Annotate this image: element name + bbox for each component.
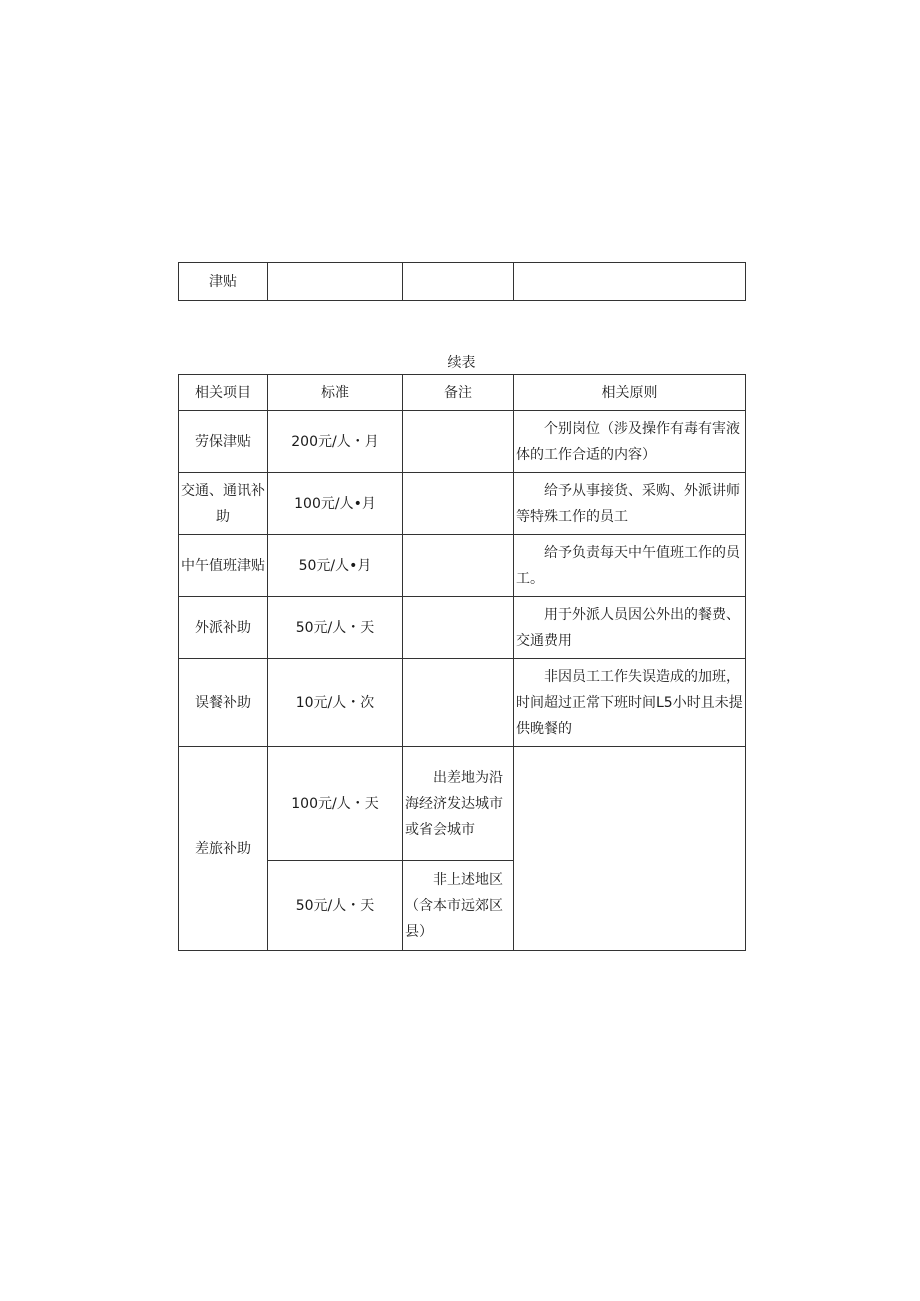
row-item: 劳保津贴 (179, 411, 268, 473)
header-standard: 标准 (268, 375, 403, 411)
table-row (179, 597, 746, 659)
table-row (179, 411, 746, 473)
table-caption: 续表 (447, 355, 476, 371)
row-note (403, 659, 514, 747)
row-principle: 给予负责每天中午值班工作的员工。 (514, 535, 746, 597)
header-note: 备注 (403, 375, 514, 411)
table-cell-standard (268, 263, 403, 301)
table-row (179, 659, 746, 747)
row-standard: 100元/人・天 (268, 747, 403, 861)
header-principle: 相关原则 (514, 375, 746, 411)
row-item: 误餐补助 (179, 659, 268, 747)
table-cell-note (403, 263, 514, 301)
row-standard: 50元/人・天 (268, 861, 403, 951)
row-principle: 非因员工工作失误造成的加班，时间超过正常下班时间L5小时且未提供晚餐的 (514, 659, 746, 747)
row-principle: 个别岗位（涉及操作有毒有害液体的工作合适的内容） (514, 411, 746, 473)
row-standard: 100元/人•月 (268, 473, 403, 535)
table-row (179, 473, 746, 535)
row-principle (514, 747, 746, 951)
header-item: 相关项目 (179, 375, 268, 411)
table-header-row (179, 375, 746, 411)
row-item: 外派补助 (179, 597, 268, 659)
row-note (403, 535, 514, 597)
row-standard: 50元/人・天 (268, 597, 403, 659)
continued-table-top (178, 262, 746, 301)
row-item: 差旅补助 (179, 747, 268, 951)
row-note: 非上述地区（含本市远郊区县） (403, 861, 514, 951)
row-principle: 给予从事接货、采购、外派讲师等特殊工作的员工 (514, 473, 746, 535)
table-row (179, 747, 746, 861)
table-row (179, 535, 746, 597)
table-row (179, 263, 746, 301)
row-standard: 50元/人•月 (268, 535, 403, 597)
row-standard: 200元/人・月 (268, 411, 403, 473)
row-note (403, 473, 514, 535)
row-principle: 用于外派人员因公外出的餐费、交通费用 (514, 597, 746, 659)
row-item: 中午值班津贴 (179, 535, 268, 597)
row-standard: 10元/人・次 (268, 659, 403, 747)
allowance-table (178, 374, 746, 951)
row-note: 出差地为沿海经济发达城市或省会城市 (403, 747, 514, 861)
table-cell-item: 津贴 (179, 263, 268, 301)
row-note (403, 411, 514, 473)
row-item: 交通、通讯补助 (179, 473, 268, 535)
row-note (403, 597, 514, 659)
table-cell-principle (514, 263, 746, 301)
